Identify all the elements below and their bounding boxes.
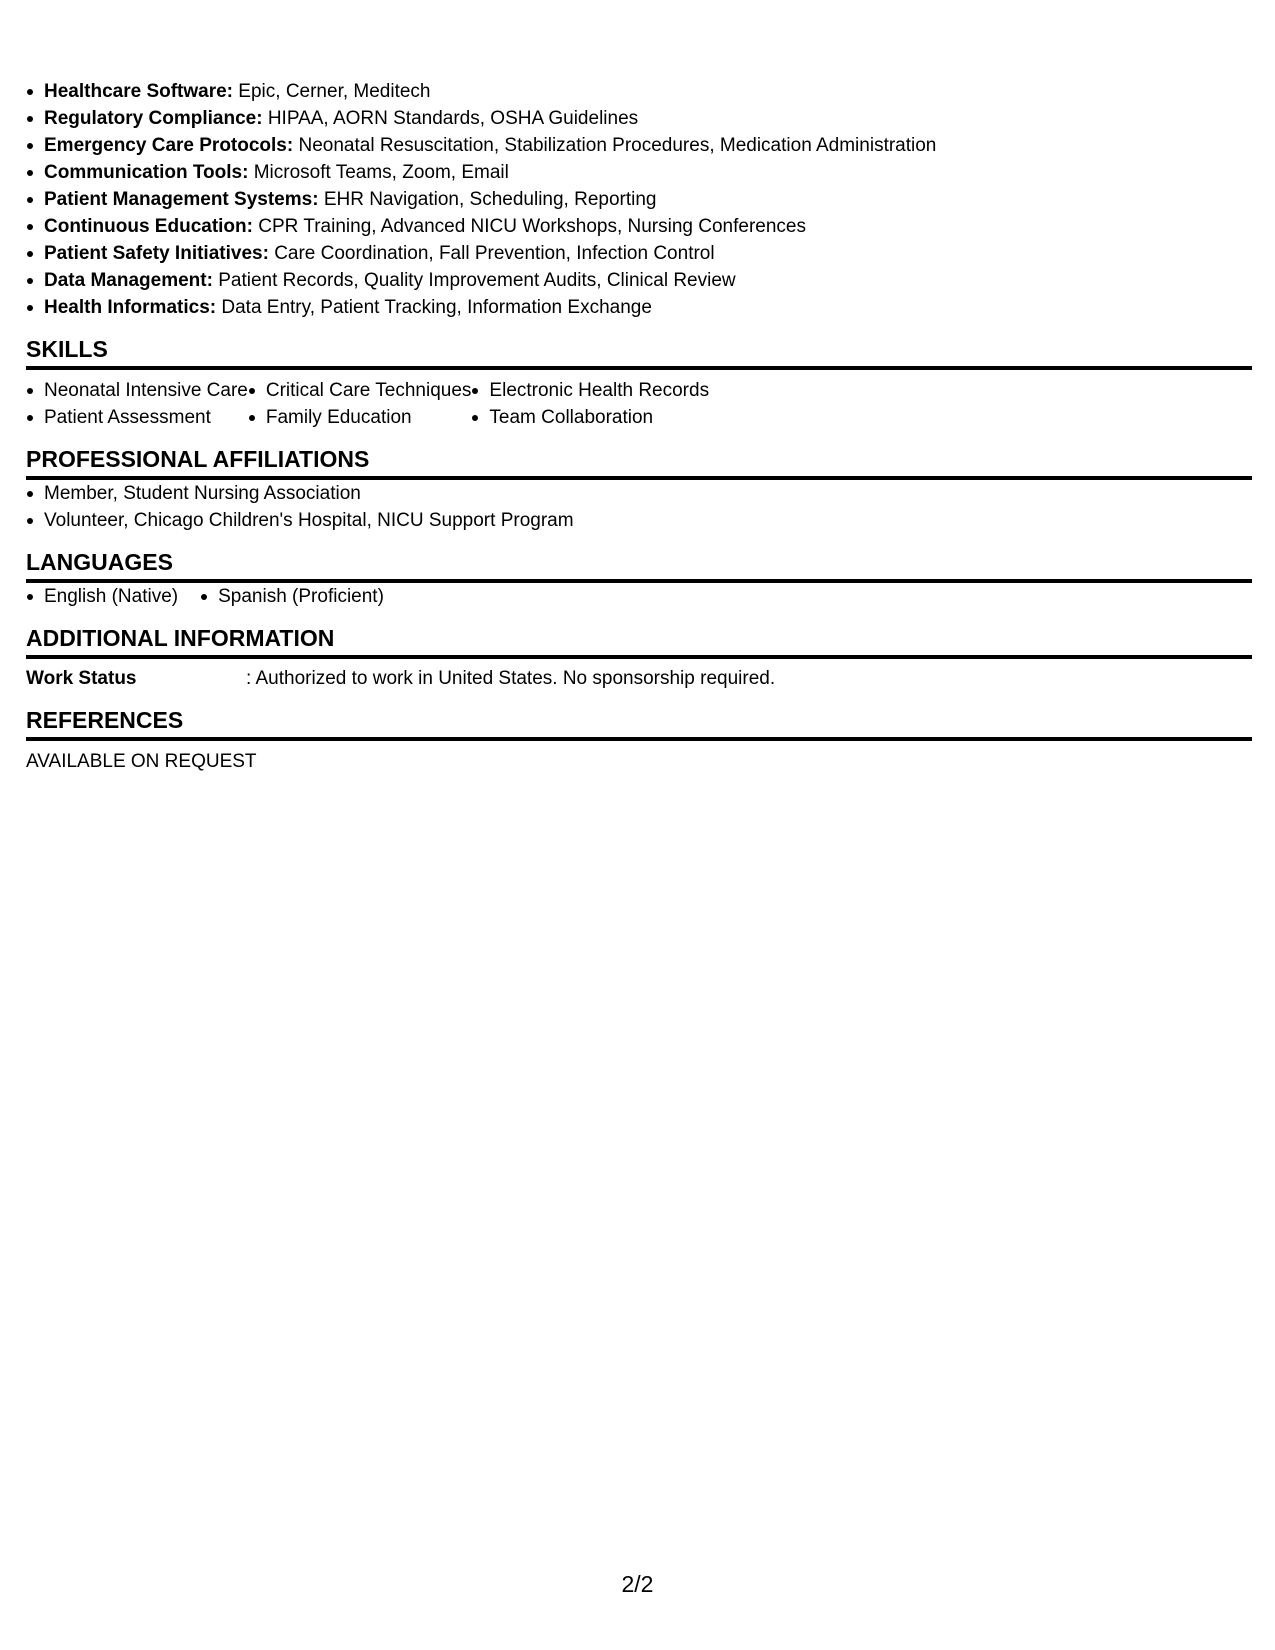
affiliation-item: Member, Student Nursing Association [26,480,1252,507]
list-item [26,294,1252,321]
skills-column [471,377,709,431]
item-text: EHR Navigation, Scheduling, Reporting [323,189,657,210]
references-text: AVAILABLE ON REQUEST [26,751,257,772]
item-label: Data Management: [44,270,213,291]
list-item [26,240,1252,267]
language-item: Spanish (Proficient) [200,583,384,610]
item-label: Healthcare Software: [44,81,234,102]
item-text: Neonatal Resuscitation, Stabilization Procedures, Medication Administration [298,135,937,156]
section-title-languages: LANGUAGES [26,548,1252,583]
skill-item: Team Collaboration [471,404,709,431]
item-text: Microsoft Teams, Zoom, Email [253,162,509,183]
skill-item: Patient Assessment [26,404,248,431]
work-status-value: : Authorized to work in United States. No sponsorship required. [246,668,776,689]
item-text: Epic, Cerner, Meditech [238,81,431,102]
section-title-skills: SKILLS [26,335,1252,370]
item-text: HIPAA, AORN Standards, OSHA Guidelines [267,108,639,129]
skill-item: Critical Care Techniques [248,377,472,404]
affiliations-list [26,480,1252,534]
section-title-references: REFERENCES [26,706,1252,741]
item-label: Communication Tools: [44,162,249,183]
item-text: CPR Training, Advanced NICU Workshops, Nursing Conferences [258,216,806,237]
skill-item: Neonatal Intensive Care [26,377,248,404]
languages-list [26,583,1252,610]
item-label: Continuous Education: [44,216,253,237]
work-status-row [26,666,1252,692]
item-text: Patient Records, Quality Improvement Audits, Clinical Review [218,270,736,291]
work-status-label: Work Status [26,668,137,689]
item-label: Health Informatics: [44,297,217,318]
affiliation-item: Volunteer, Chicago Children's Hospital, NICU Support Program [26,507,1252,534]
skill-item: Electronic Health Records [471,377,709,404]
skills-column [26,377,248,431]
section-title-additional-information: ADDITIONAL INFORMATION [26,624,1252,659]
skill-item: Family Education [248,404,472,431]
language-item: English (Native) [26,583,178,610]
item-label: Regulatory Compliance: [44,108,263,129]
item-text: Data Entry, Patient Tracking, Information Exchange [221,297,652,318]
page-number: 2/2 [621,1571,654,1597]
skills-grid [26,377,1252,431]
resume-page [26,78,1252,775]
list-item [26,186,1252,213]
list-item [26,267,1252,294]
item-label: Patient Management Systems: [44,189,319,210]
list-item [26,78,1252,105]
item-text: Care Coordination, Fall Prevention, Infection Control [274,243,715,264]
section-title-affiliations: PROFESSIONAL AFFILIATIONS [26,445,1252,480]
item-label: Patient Safety Initiatives: [44,243,269,264]
list-item [26,105,1252,132]
list-item [26,132,1252,159]
skills-column [248,377,472,431]
list-item [26,213,1252,240]
list-item [26,159,1252,186]
item-label: Emergency Care Protocols: [44,135,294,156]
technical-skills-list [26,78,1252,321]
